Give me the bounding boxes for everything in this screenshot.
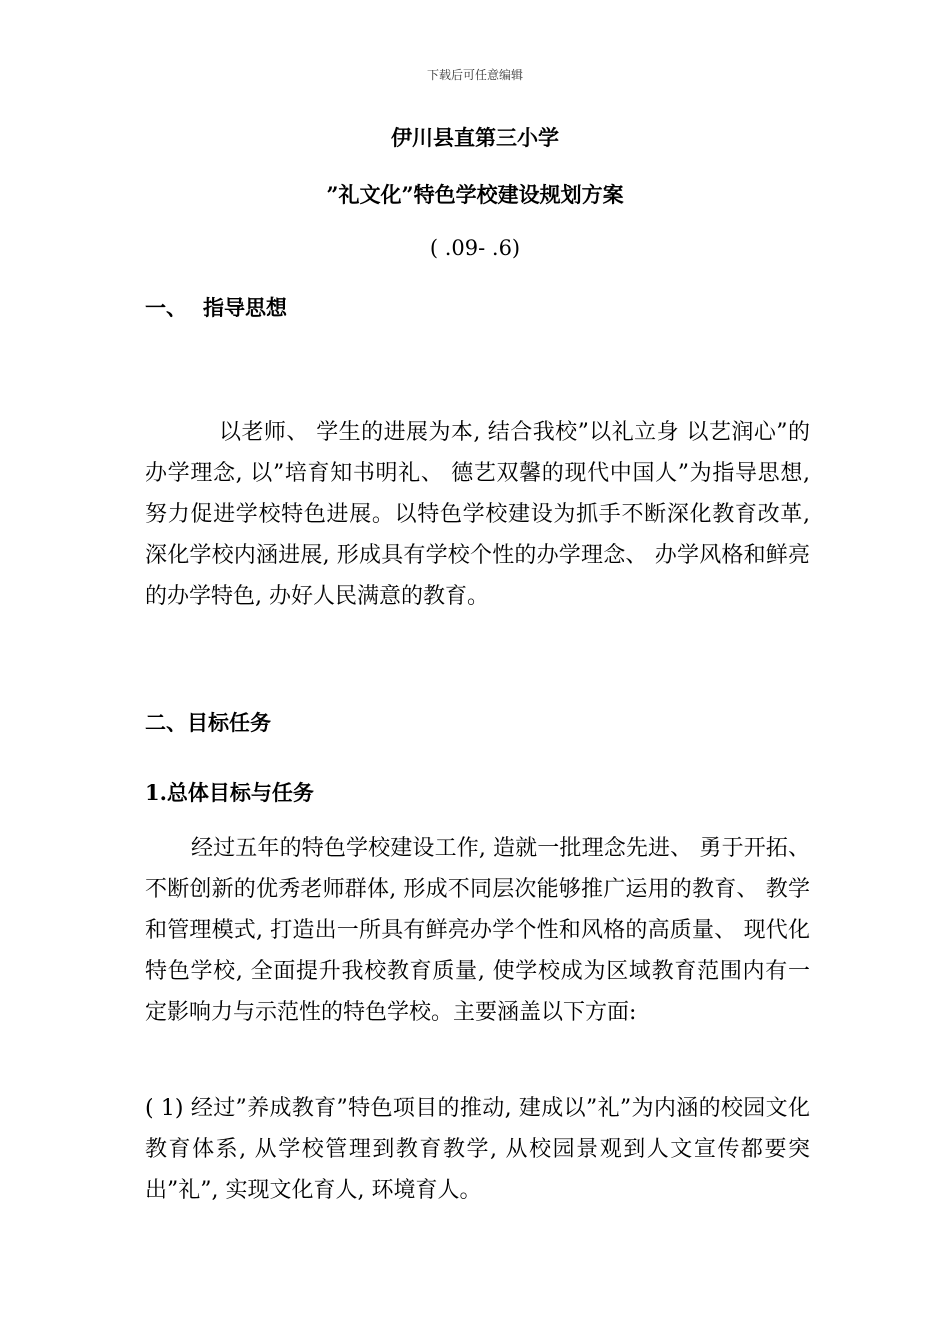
list-item-1: ( 1) 经过”养成教育”特色项目的推动, 建成以”礼”为内涵的校园文化教育体系, 从学校管理到教育教学, 从校园景观到人文宣传都要突出”礼”, 实现文化育人, 环境育人。 [145, 1096, 810, 1203]
section-title: 指导思想 [203, 295, 287, 320]
paragraph-overall-goals: 经过五年的特色学校建设工作, 造就一批理念先进、 勇于开拓、 不断创新的优秀老师群体, 形成不同层次能够推广运用的教育、 教学和管理模式, 打造出一所具有鲜亮办学个性和风格的高质量、 现代化特色学校, 全面提升我校教育质量, 使学校成为区域教育范围内有一定影响力与示范性的特色学校。主要涵盖以下方面: [145, 836, 810, 1025]
section-number: 一、 [145, 295, 187, 320]
section-heading-goals: 二、目标任务 [145, 710, 271, 735]
subsection-heading-overall-goals: 1.总体目标与任务 [145, 780, 314, 805]
section-heading-guiding-ideology [145, 292, 287, 322]
document-title-school: 伊川县直第三小学 [391, 125, 559, 150]
document-title-plan: ”礼文化”特色学校建设规划方案 [326, 182, 624, 207]
page-header-note: 下载后可任意编辑 [426, 68, 523, 82]
document-title-period: ( .09- .6) [429, 236, 521, 260]
paragraph-guiding-ideology: 以老师、 学生的进展为本, 结合我校”以礼立身 以艺润心”的办学理念, 以”培育知书明礼、 德艺双馨的现代中国人”为指导思想, 努力促进学校特色进展。以特色学校建设为抓手不断深化教育改革, 深化学校内涵进展, 形成具有学校个性的办学理念、 办学风格和鲜亮的办学特色, 办好人民满意的教育。 [145, 420, 810, 609]
